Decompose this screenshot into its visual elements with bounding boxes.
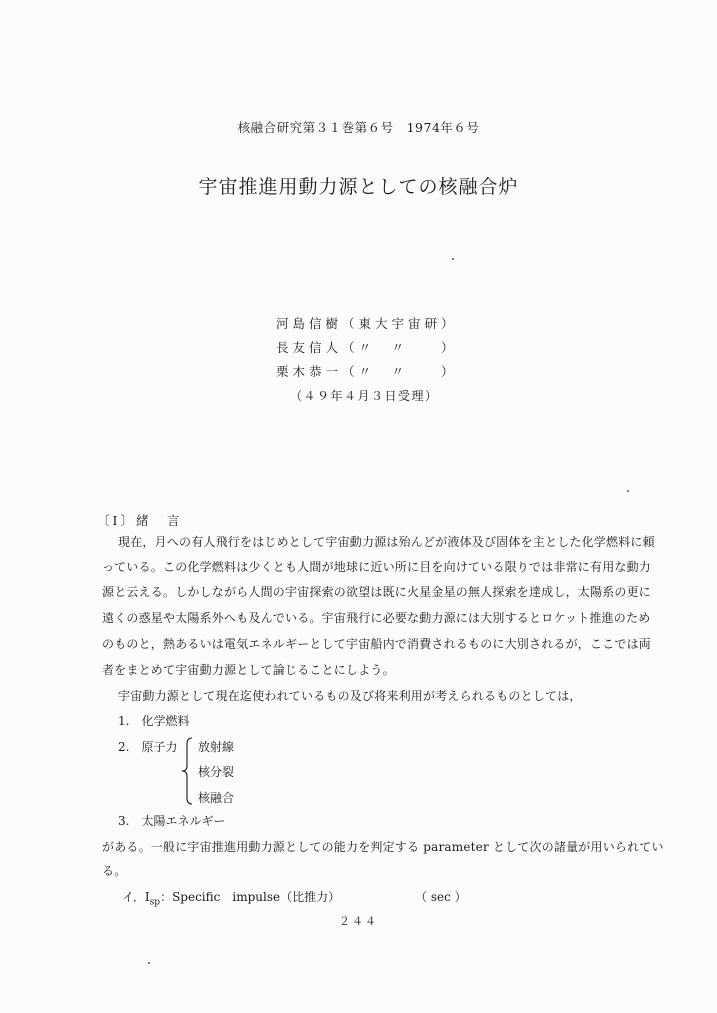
paper-title: 宇宙推進用動力源としての核融合炉: [198, 176, 519, 198]
brace-icon: [180, 736, 194, 806]
author-line: 栗木恭一（〃 〃 ）: [276, 364, 458, 379]
body-line: 遠くの惑星や太陽系外へも及んでいる。宇宙飛行に必要な動力源には大別するとロケット推進のため: [102, 611, 651, 625]
isp-unit: （ sec ）: [415, 890, 467, 904]
author-line: 長友信人（〃 〃 ）: [276, 340, 458, 355]
section-heading: 〔Ⅰ〕緒 言: [97, 513, 183, 528]
list-item: 1. 化学燃料: [118, 714, 190, 728]
isp-text: ：Specific impulse（比推力）: [160, 890, 341, 904]
body-line: 者をまとめて宇宙動力源として論じることにしよう。: [102, 663, 395, 677]
scan-speck: [148, 962, 150, 964]
specific-impulse-line: [122, 888, 340, 907]
scan-speck: [627, 490, 629, 492]
body-line: 源と云える。しかしながら人間の宇宙探索の欲望は既に火星金星の無人探索を達成し，太陽系の更に: [102, 585, 652, 599]
sub-list-item: 放射線: [198, 740, 235, 754]
body-line: 現在，月への有人飛行をはじめとして宇宙動力源は殆んどが液体及び固体を主とした化学燃料に頼: [118, 535, 655, 549]
scan-speck: [452, 258, 454, 260]
body-line: のものと，熱あるいは電気エネルギーとして宇宙船内で消費されるものに大別されるが，ここでは両: [102, 637, 652, 651]
isp-subscript: sp: [149, 897, 161, 908]
list-item: 2. 原子力: [118, 740, 178, 754]
sub-list-item: 核融合: [198, 791, 235, 805]
isp-prefix: イ．I: [122, 890, 150, 904]
body-line: っている。この化学燃料は少くとも人間が地球に近い所に目を向けている限りでは非常に有用な動力: [102, 560, 652, 574]
body-line: がある。一般に宇宙推進用動力源としての能力を判定する parameter として次の諸量が用いられてい: [102, 840, 664, 854]
body-line: る。: [102, 864, 127, 878]
author-line: 河島信樹（東大宇宙研）: [276, 316, 458, 331]
journal-header: 核融合研究第３１巻第６号 1974年６号: [237, 120, 480, 135]
received-date: （４９年４月３日受理）: [290, 389, 439, 403]
sub-list-item: 核分裂: [198, 765, 235, 779]
page-number: ２４４: [339, 915, 378, 928]
body-line: 宇宙動力源として現在迄使われているもの及び将来利用が考えられるものとしては，: [118, 689, 582, 703]
list-item: 3. 太陽エネルギー: [118, 814, 226, 828]
